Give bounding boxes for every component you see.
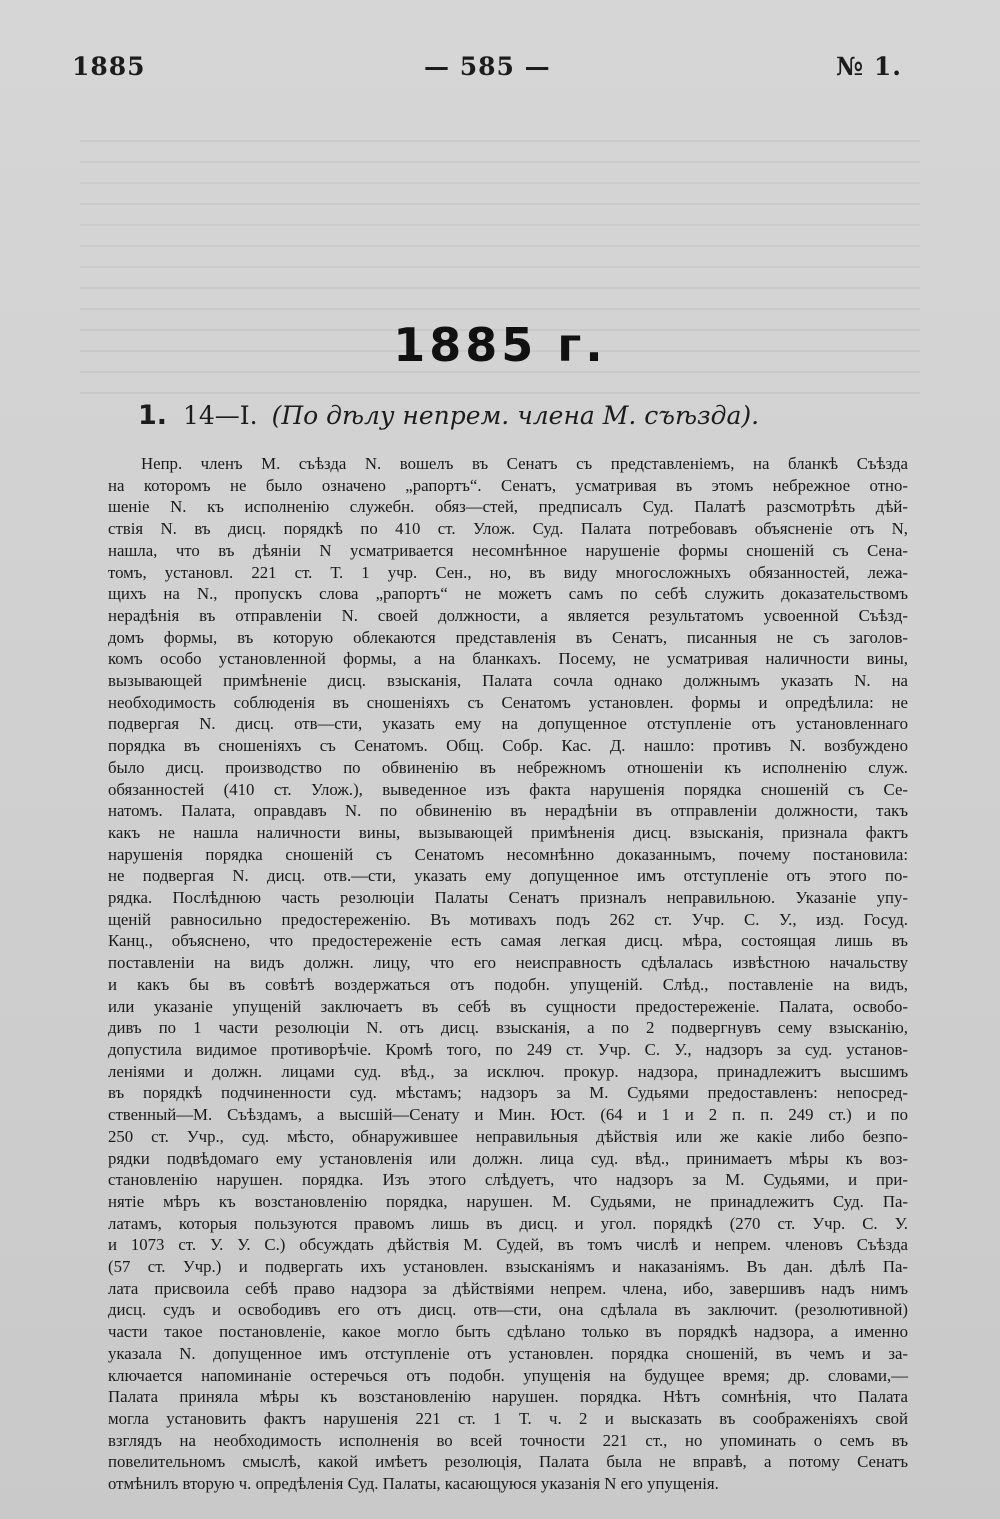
text-line: и 1073 ст. У. У. С.) обсуждать дѣйствія М. Судей, въ томъ числѣ и непрем. членовъ Съѣзда: [108, 1235, 908, 1255]
text-line: латамъ, которыя пользуются правомъ лишь въ дисц. и угол. порядкѣ (270 ст. Учр. С. У.: [108, 1213, 908, 1233]
case-title: (По дѣлу непрем. члена М. съѣзда).: [271, 401, 760, 430]
text-line: натомъ. Палата, оправдавъ N. по обвиненію въ нерадѣніи въ отправленіи должности, такъ: [108, 801, 908, 821]
text-line: Палата приняла мѣры къ возстановленію нарушен. порядка. Нѣтъ сомнѣнія, что Палата: [108, 1387, 908, 1407]
header-year: 1885: [72, 52, 146, 81]
text-line: нарушенія порядка сношеній съ Сенатомъ несомнѣнно доказаннымъ, почему постановила:: [108, 844, 908, 864]
text-line: нашла, что въ дѣяніи N усматривается несомнѣнное нарушеніе формы сношеній съ Сена-: [108, 540, 908, 560]
text-line: нерадѣнія въ отправленіи N. своей должности, а является результатомъ усвоенной Съѣзд-: [108, 605, 908, 625]
text-line: и какъ бы въ совѣтѣ воздержаться отъ подобн. упущеній. Слѣд., поставленіе на видъ,: [108, 974, 908, 994]
text-line: дисц. судъ и освободивъ его отъ дисц. отв—сти, она сдѣлала въ заключит. (резолютивной): [108, 1300, 908, 1320]
text-line: становленію нарушен. порядка. Изъ этого слѣдуетъ, что надзоръ за М. Судьями, и при-: [108, 1170, 908, 1190]
text-line: шеніе N. къ исполненію служебн. обяз—стей, предписалъ Суд. Палатѣ разсмотрѣть дѣй-: [108, 497, 908, 517]
text-line: на которомъ не было означено „рапортъ“. Сенатъ, усматривая въ этомъ небрежное отно-: [108, 475, 908, 495]
text-line: ствія N. въ дисц. порядкѣ по 410 ст. Улож. Суд. Палата потребовавъ объясненіе отъ N,: [108, 519, 908, 539]
text-line: леніями и должн. лицами суд. вѣд., за исключ. прокур. надзора, принадлежитъ высшимъ: [108, 1061, 908, 1081]
text-line: обязанностей (410 ст. Улож.), выведенное изъ факта нарушенія порядка сношеній съ Се-: [108, 779, 908, 799]
case-date: 14—I.: [183, 401, 258, 430]
case-number: 1.: [138, 400, 168, 431]
text-line: Канц., объяснено, что предостереженіе есть самая легкая дисц. мѣра, состоящая лишь въ: [108, 931, 908, 951]
case-heading: [138, 400, 858, 431]
year-heading: 1885 г.: [393, 318, 607, 372]
text-line: необходимость соблюденія въ сношеніяхъ съ Сенатомъ установлен. формы и опредѣлила: не: [108, 692, 908, 712]
running-header: [72, 52, 902, 88]
text-line: не подвергая N. дисц. отв.—сти, указать ему допущенное имъ отступленіе отъ этого по-: [108, 866, 908, 886]
text-line: было дисц. производство по обвиненію въ небрежномъ отношеніи къ исполненію служ.: [108, 757, 908, 777]
text-line: вызывающей примѣненіе дисц. взысканія, Палата сочла однако должнымъ указать N. на: [108, 671, 908, 691]
body-text: [108, 453, 908, 1495]
text-line: или указаніе упущеній заключаетъ въ себѣ въ сущности предостереженіе. Палата, освобо-: [108, 996, 908, 1016]
text-line: рядки подвѣдомаго ему установленія или должн. лица суд. вѣд., принимаетъ мѣры къ воз-: [108, 1148, 908, 1168]
text-line: въ порядкѣ подчиненности суд. мѣстамъ; надзоръ за М. Судьями предоставленъ: непосред-: [108, 1083, 908, 1103]
text-line: дивъ по 1 части резолюціи N. отъ дисц. взысканія, а по 2 подвергнувъ сему взысканію,: [108, 1018, 908, 1038]
text-line: 250 ст. Учр., суд. мѣсто, обнаружившее неправильныя дѣйствія или же какіе либо безпо-: [108, 1126, 908, 1146]
text-line: рядка. Послѣднюю часть резолюціи Палаты Сенатъ призналъ неправильною. Указаніе упу-: [108, 888, 908, 908]
text-line: порядка въ сношеніяхъ съ Сенатомъ. Общ. Собр. Кас. Д. нашло: противъ N. возбуждено: [108, 736, 908, 756]
text-line: поставленіи на видъ должн. лицу, что его неисправность сдѣлалась извѣстною начальству: [108, 953, 908, 973]
page-number: — 585 —: [424, 52, 551, 81]
text-line: нятіе мѣръ къ возстановленію порядка, нарушен. М. Судьями, не принадлежитъ Суд. Па-: [108, 1191, 908, 1211]
text-line: щихъ на N., пропускъ слова „рапортъ“ не можетъ самъ по себѣ служить доказательствомъ: [108, 584, 908, 604]
text-line: комъ особо установленной формы, а на бланкахъ. Посему, не усматривая наличности вины,: [108, 649, 908, 669]
text-line: щеній равносильно предостереженію. Въ мотивахъ подъ 262 ст. Учр. С. У., изд. Госуд.: [108, 909, 908, 929]
text-line: взглядъ на необходимость исполненія во всей точности 221 ст., но упоминать о семъ въ: [108, 1430, 908, 1450]
text-line: части такое постановленіе, какое могло быть сдѣлано только въ порядкѣ надзора, а именно: [108, 1322, 908, 1342]
text-line: ственный—М. Съѣздамъ, а высшій—Сенату и Мин. Юст. (64 и 1 и 2 п. п. 249 ст.) и по: [108, 1105, 908, 1125]
text-line: какъ не нашла наличности вины, вызывающей примѣненія дисц. взысканія, признала фактъ: [108, 822, 908, 842]
text-line: Непр. членъ М. съѣзда N. вошелъ въ Сенатъ съ представленіемъ, на бланкѣ Съѣзда: [141, 454, 908, 473]
issue-number: № 1.: [836, 52, 902, 81]
text-line: домъ формы, въ которую облекаются представленія въ Сенатъ, писанныя не съ заголов-: [108, 627, 908, 647]
text-line: допустила видимое противорѣчіе. Кромѣ того, по 249 ст. Учр. С. У., надзоръ за суд. установ-: [108, 1039, 908, 1059]
text-line: отмѣнилъ вторую ч. опредѣленія Суд. Палаты, касающуюся указанія N его упущенія.: [108, 1474, 719, 1494]
text-line: ключается напоминаніе остеречься отъ подобн. упущенія на будущее время; др. словами,—: [108, 1365, 908, 1385]
text-line: могла установить фактъ нарушенія 221 ст. 1 Т. ч. 2 и высказать въ соображеніяхъ свой: [108, 1408, 908, 1428]
text-line: томъ, установл. 221 ст. Т. 1 учр. Сен., но, въ виду многосложныхъ обязанностей, лежа-: [108, 562, 908, 582]
text-line: (57 ст. Учр.) и подвергать ихъ установлен. взысканіямъ и наказаніямъ. Въ дан. дѣлѣ Па-: [108, 1257, 908, 1277]
text-line: лата присвоила себѣ право надзора за дѣйствіями непрем. члена, ибо, завершивъ надъ нимъ: [108, 1278, 908, 1298]
text-line: указала N. допущенное имъ отступленіе отъ установлен. порядка сношеній, въ чемъ и за-: [108, 1343, 908, 1363]
text-line: подвергая N. дисц. отв—сти, указать ему на допущенное отступленіе отъ установленнаго: [108, 714, 908, 734]
text-line: повелительномъ смыслѣ, какой имѣетъ резолюція, Палата была не вправѣ, а потому Сенатъ: [108, 1452, 908, 1472]
